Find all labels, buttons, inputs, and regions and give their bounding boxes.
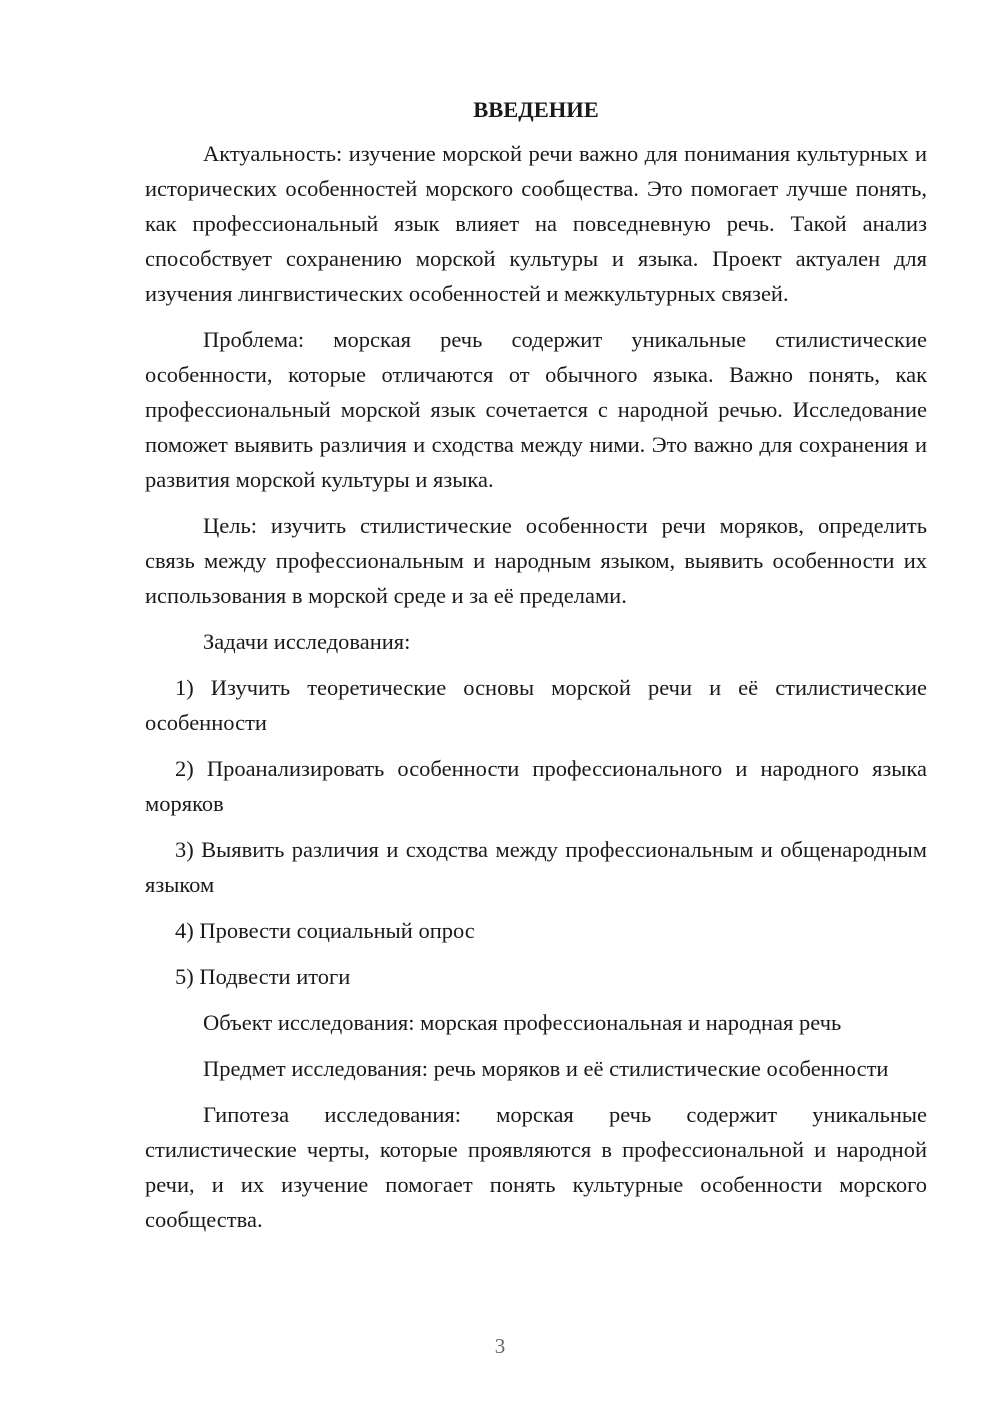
page-number: 3	[494, 1334, 506, 1358]
problem-paragraph: Проблема: морская речь содержит уникальные стилистические особенности, которые отличаются от обычного языка. Важно понять, как профессиональный морской язык сочетается с народной речью. Исследование поможет выявить различия и сходства между ними. Это важно для сохранения и развития морской культуры и языка.	[145, 327, 927, 492]
object-paragraph: Объект исследования: морская профессиональная и народная речь	[203, 1010, 842, 1035]
hypothesis-paragraph: Гипотеза исследования: морская речь содержит уникальные стилистические черты, которые проявляются в профессиональной и народной речи, и их изучение помогает понять культурные особенности морского сообщества.	[145, 1102, 927, 1232]
document-page	[145, 92, 927, 1248]
relevance-paragraph: Актуальность: изучение морской речи важно для понимания культурных и исторических особенностей морского сообщества. Это помогает лучше понять, как профессиональный язык влияет на повседневную речь. Такой анализ способствует сохранению морской культуры и языка. Проект актуален для изучения лингвистических особенностей и межкультурных связей.	[145, 141, 927, 306]
task-item-5: 5) Подвести итоги	[175, 964, 351, 989]
task-item-2: 2) Проанализировать особенности профессионального и народного языка моряков	[145, 756, 927, 816]
task-item-4: 4) Провести социальный опрос	[175, 918, 475, 943]
task-item-3: 3) Выявить различия и сходства между профессиональным и общенародным языком	[145, 837, 927, 897]
tasks-heading: Задачи исследования:	[203, 629, 411, 654]
task-item-1: 1) Изучить теоретические основы морской речи и её стилистические особенности	[145, 675, 927, 735]
goal-paragraph: Цель: изучить стилистические особенности речи моряков, определить связь между профессиональным и народным языком, выявить особенности их использования в морской среде и за её пределами.	[145, 513, 927, 608]
page-title: ВВЕДЕНИЕ	[473, 97, 599, 122]
subject-paragraph: Предмет исследования: речь моряков и её стилистические особенности	[203, 1056, 889, 1081]
